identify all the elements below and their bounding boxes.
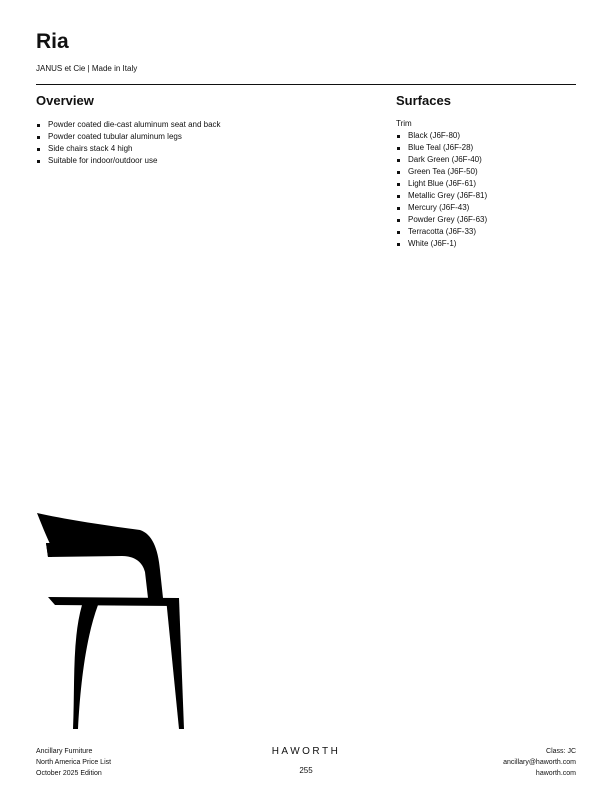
list-item: Blue Teal (J6F-28) <box>396 142 576 154</box>
surfaces-heading: Surfaces <box>396 93 451 108</box>
haworth-logo: HAWORTH <box>271 746 341 757</box>
footer-right-info <box>503 746 576 779</box>
page-number: 255 <box>299 766 313 775</box>
list-item: White (J6F-1) <box>396 238 576 250</box>
list-item: Mercury (J6F-43) <box>396 202 576 214</box>
overview-heading: Overview <box>36 93 94 108</box>
list-item: Powder coated die-cast aluminum seat and back <box>36 119 366 131</box>
overview-section <box>36 93 366 167</box>
footer-category: Ancillary Furniture <box>36 748 93 755</box>
surfaces-section <box>396 93 576 250</box>
footer-website[interactable]: haworth.com <box>535 770 576 777</box>
overview-list <box>36 119 366 167</box>
header-divider <box>36 84 576 85</box>
list-item: Powder Grey (J6F-63) <box>396 214 576 226</box>
chair-silhouette-image <box>30 508 190 734</box>
footer-price-list: North America Price List <box>36 759 112 766</box>
brand-origin-subtitle: JANUS et Cie | Made in Italy <box>36 64 138 73</box>
footer-class: Class: JC <box>546 748 576 755</box>
list-item: Metallic Grey (J6F-81) <box>396 190 576 202</box>
page-title: Ria <box>36 30 69 53</box>
footer-email[interactable]: ancillary@haworth.com <box>503 759 576 766</box>
list-item: Light Blue (J6F-61) <box>396 178 576 190</box>
list-item: Black (J6F-80) <box>396 130 576 142</box>
list-item: Suitable for indoor/outdoor use <box>36 155 366 167</box>
list-item: Green Tea (J6F-50) <box>396 166 576 178</box>
list-item: Terracotta (J6F-33) <box>396 226 576 238</box>
footer-edition: October 2025 Edition <box>36 770 102 777</box>
list-item: Powder coated tubular aluminum legs <box>36 131 366 143</box>
trim-label: Trim <box>396 119 412 128</box>
list-item: Side chairs stack 4 high <box>36 143 366 155</box>
trim-finish-list <box>396 130 576 250</box>
list-item: Dark Green (J6F-40) <box>396 154 576 166</box>
